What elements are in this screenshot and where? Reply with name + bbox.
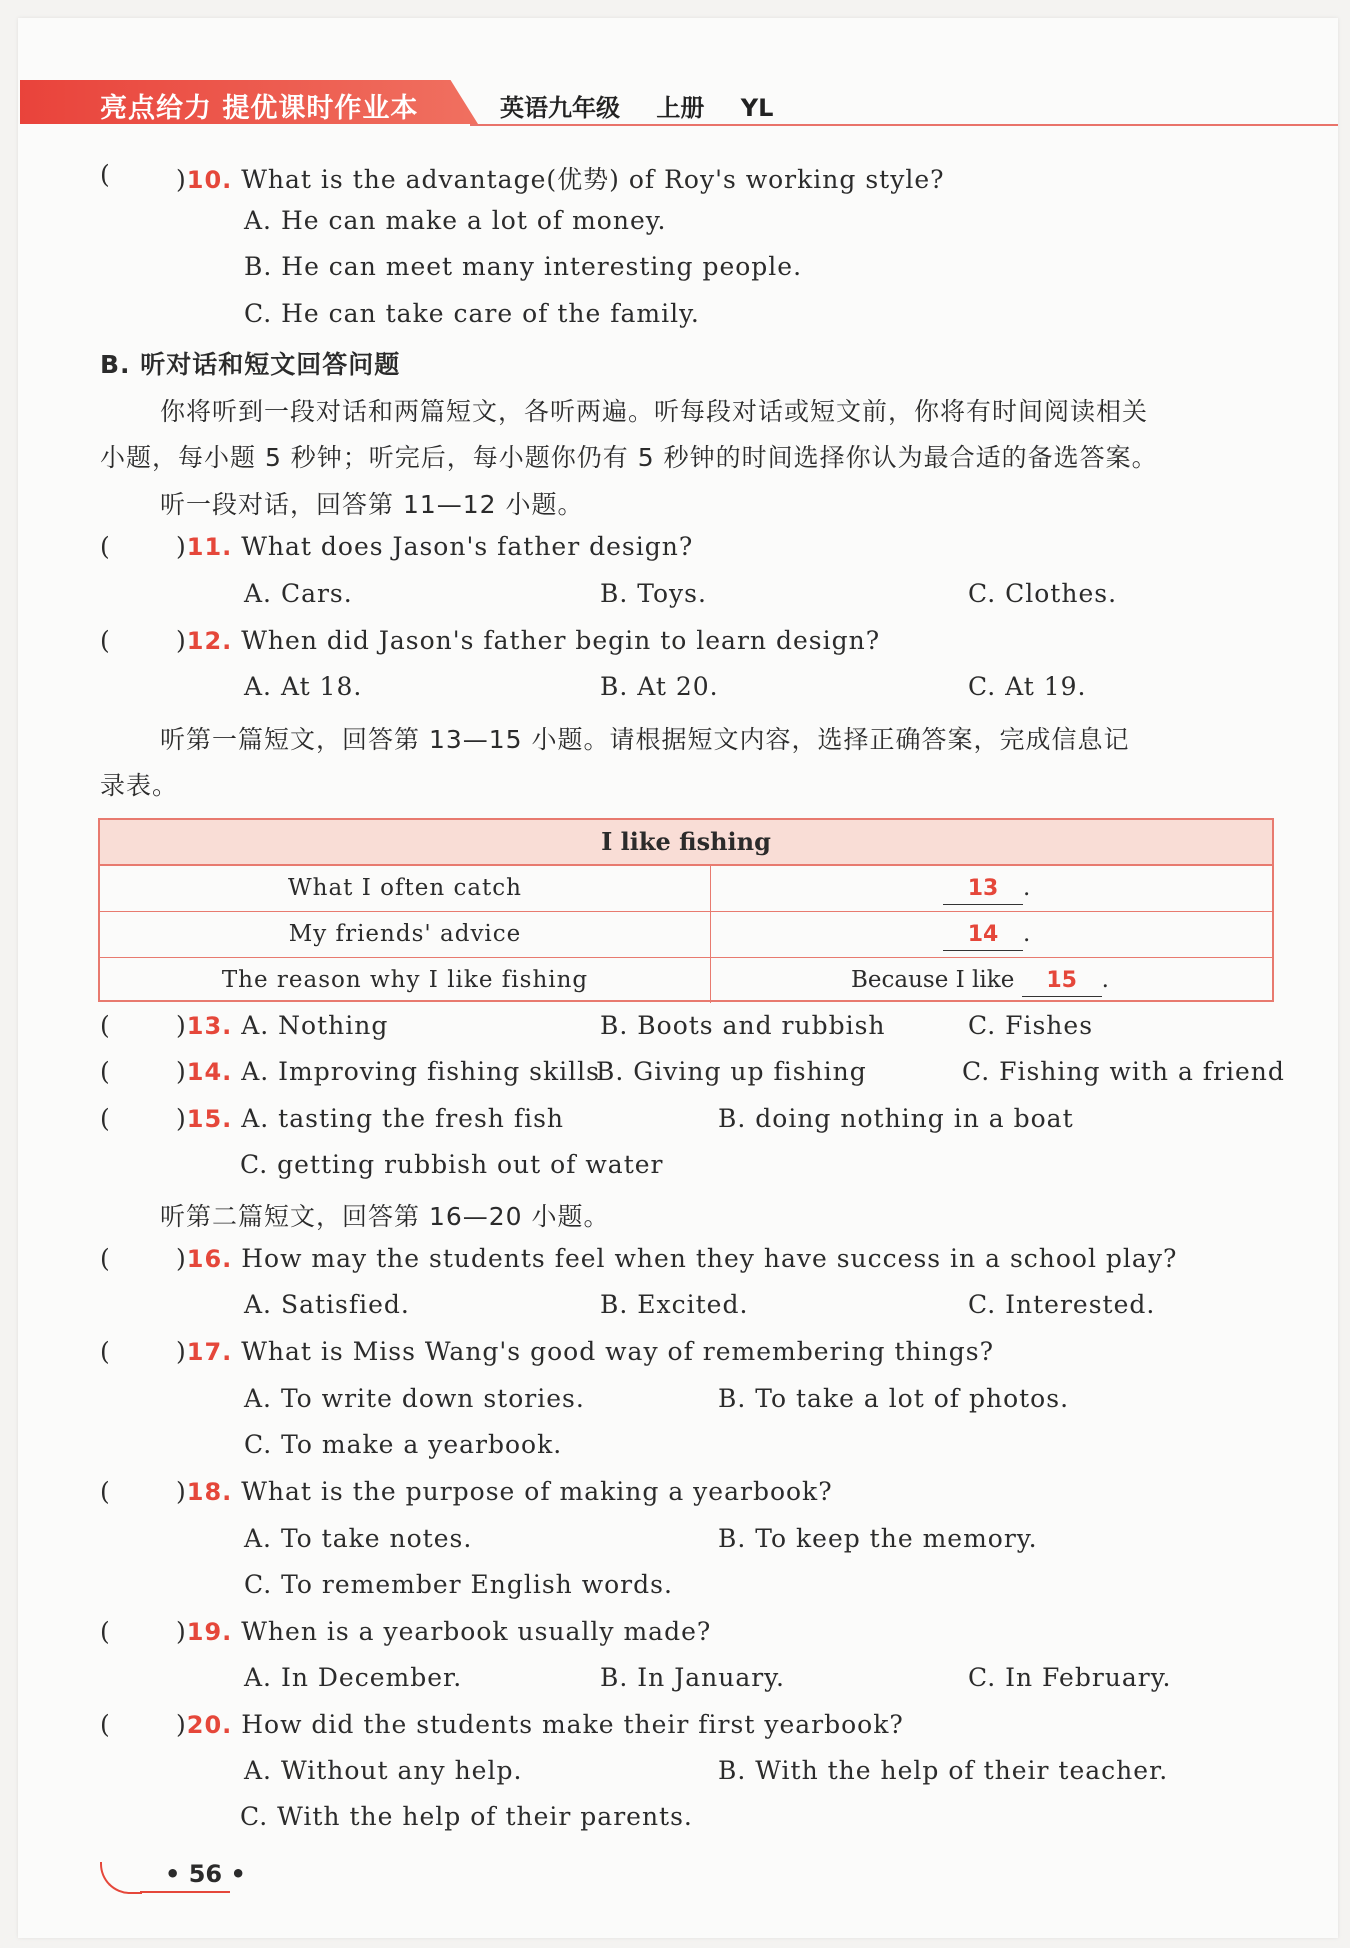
option-20-b[interactable]: B. With the help of their teacher.: [718, 1756, 1169, 1785]
passage2-instruction: 听第二篇短文，回答第 16—20 小题。: [160, 1202, 610, 1231]
table-row: [100, 912, 1272, 958]
option-19-b[interactable]: B. In January.: [600, 1663, 785, 1692]
question-number: 19.: [186, 1618, 233, 1646]
question-text: How did the students make their first yearbook?: [241, 1710, 904, 1739]
option-10-c[interactable]: C. He can take care of the family.: [244, 299, 700, 328]
blank-15[interactable]: 15: [1022, 966, 1102, 997]
question-number: 15.: [186, 1105, 233, 1133]
option-10-a[interactable]: A. He can make a lot of money.: [244, 206, 667, 235]
answer-bracket-17[interactable]: (: [100, 1337, 110, 1366]
table-row-label: What I often catch: [100, 866, 711, 911]
option-11-a[interactable]: A. Cars.: [244, 579, 353, 608]
option-18-c[interactable]: C. To remember English words.: [244, 1570, 673, 1599]
option-16-b[interactable]: B. Excited.: [600, 1290, 749, 1319]
question-10: )10. What is the advantage(优势) of Roy's working style?: [176, 165, 945, 194]
option-14-c[interactable]: C. Fishing with a friend: [962, 1057, 1285, 1086]
question-text: What is Miss Wang's good way of remembering things?: [241, 1337, 994, 1366]
answer-bracket-15[interactable]: (: [100, 1104, 110, 1133]
option-14-b[interactable]: B. Giving up fishing: [596, 1057, 867, 1086]
question-number: 13.: [186, 1012, 233, 1040]
section-title: B. 听对话和短文回答问题: [100, 350, 401, 379]
blank-14[interactable]: 14: [943, 920, 1023, 951]
question-18: )18. What is the purpose of making a yearbook?: [176, 1477, 833, 1506]
option-17-b[interactable]: B. To take a lot of photos.: [718, 1384, 1070, 1413]
question-16: )16. How may the students feel when they have success in a school play?: [176, 1244, 1178, 1273]
option-15-a[interactable]: A. tasting the fresh fish: [241, 1104, 565, 1133]
option-16-a[interactable]: A. Satisfied.: [244, 1290, 410, 1319]
option-12-a[interactable]: A. At 18.: [244, 672, 363, 701]
table-row-answer: [711, 958, 1272, 1003]
option-11-c[interactable]: C. Clothes.: [968, 579, 1118, 608]
table-row: [100, 866, 1272, 912]
answer-bracket-16[interactable]: (: [100, 1244, 110, 1273]
option-18-b[interactable]: B. To keep the memory.: [718, 1524, 1038, 1553]
table-row-label: The reason why I like fishing: [100, 958, 711, 1003]
answer-bracket-11[interactable]: (: [100, 532, 110, 561]
option-16-c[interactable]: C. Interested.: [968, 1290, 1156, 1319]
option-13-c[interactable]: C. Fishes: [968, 1011, 1094, 1040]
table-row-label: My friends' advice: [100, 912, 711, 957]
question-number: 10.: [186, 166, 233, 194]
option-15-b[interactable]: B. doing nothing in a boat: [718, 1104, 1074, 1133]
question-20: )20. How did the students make their first yearbook?: [176, 1710, 904, 1739]
question-text: How may the students feel when they have success in a school play?: [241, 1244, 1178, 1273]
option-19-c[interactable]: C. In February.: [968, 1663, 1172, 1692]
question-number: 20.: [186, 1711, 233, 1739]
question-11: )11. What does Jason's father design?: [176, 532, 694, 561]
answer-bracket-10[interactable]: (: [100, 160, 110, 189]
option-13-a[interactable]: A. Nothing: [241, 1011, 389, 1040]
option-20-c[interactable]: C. With the help of their parents.: [240, 1802, 693, 1831]
header-meta: [500, 88, 801, 123]
answer-bracket-13[interactable]: (: [100, 1011, 110, 1040]
question-number: 14.: [186, 1058, 233, 1086]
option-13-b[interactable]: B. Boots and rubbish: [600, 1011, 886, 1040]
header-subject: 英语九年级: [500, 94, 620, 122]
page-number: • 56 •: [165, 1860, 246, 1888]
question-text: What does Jason's father design?: [241, 532, 694, 561]
header-brand: 亮点给力 提优课时作业本: [100, 93, 419, 124]
row-suffix: .: [1101, 967, 1109, 993]
answer-bracket-14[interactable]: (: [100, 1057, 110, 1086]
option-14-a[interactable]: A. Improving fishing skills: [241, 1057, 600, 1086]
table-row-answer: [711, 866, 1272, 911]
question-17: )17. What is Miss Wang's good way of remembering things?: [176, 1337, 994, 1366]
question-number: 18.: [186, 1478, 233, 1506]
page-number-rule: [140, 1891, 230, 1893]
question-number: 12.: [186, 627, 233, 655]
passage1-instruction-1: 听第一篇短文，回答第 13—15 小题。请根据短文内容，选择正确答案，完成信息记: [160, 725, 1130, 754]
option-11-b[interactable]: B. Toys.: [600, 579, 707, 608]
question-text: When is a yearbook usually made?: [241, 1617, 712, 1646]
row-suffix: .: [1023, 921, 1031, 947]
option-10-b[interactable]: B. He can meet many interesting people.: [244, 252, 803, 281]
header-volume: 上册: [656, 94, 705, 122]
dialog-instruction: 听一段对话，回答第 11—12 小题。: [160, 490, 584, 519]
question-number: 11.: [186, 533, 233, 561]
answer-bracket-19[interactable]: (: [100, 1617, 110, 1646]
question-19: )19. When is a yearbook usually made?: [176, 1617, 712, 1646]
question-15: )15. A. tasting the fresh fish: [176, 1104, 565, 1133]
passage1-instruction-2: 录表。: [100, 771, 179, 800]
answer-bracket-20[interactable]: (: [100, 1710, 110, 1739]
option-12-b[interactable]: B. At 20.: [600, 672, 719, 701]
header-rule: [470, 124, 1338, 126]
option-12-c[interactable]: C. At 19.: [968, 672, 1087, 701]
table-title: I like fishing: [100, 820, 1272, 866]
question-text: What is the purpose of making a yearbook?: [241, 1477, 833, 1506]
option-18-a[interactable]: A. To take notes.: [244, 1524, 473, 1553]
row-prefix: Because I like: [851, 967, 1015, 993]
question-12: )12. When did Jason's father begin to learn design?: [176, 626, 881, 655]
option-17-a[interactable]: A. To write down stories.: [244, 1384, 585, 1413]
question-text: What is the advantage(优势) of Roy's working style?: [241, 165, 945, 194]
option-15-c[interactable]: C. getting rubbish out of water: [240, 1150, 664, 1179]
blank-13[interactable]: 13: [943, 874, 1023, 905]
option-17-c[interactable]: C. To make a yearbook.: [244, 1430, 563, 1459]
question-number: 17.: [186, 1338, 233, 1366]
question-text: When did Jason's father begin to learn design?: [241, 626, 881, 655]
table-row-answer: [711, 912, 1272, 957]
header-edition: YL: [740, 94, 774, 122]
option-20-a[interactable]: A. Without any help.: [244, 1756, 523, 1785]
instructions-line-1: 你将听到一段对话和两篇短文，各听两遍。听每段对话或短文前，你将有时间阅读相关: [160, 397, 1149, 426]
row-suffix: .: [1023, 875, 1031, 901]
instructions-line-2: 小题，每小题 5 秒钟；听完后，每小题你仍有 5 秒钟的时间选择你认为最合适的备选答案。: [100, 443, 1158, 472]
table-row: [100, 958, 1272, 1003]
answer-bracket-18[interactable]: (: [100, 1477, 110, 1506]
answer-bracket-12[interactable]: (: [100, 626, 110, 655]
info-table: [98, 818, 1274, 1002]
option-19-a[interactable]: A. In December.: [244, 1663, 463, 1692]
question-number: 16.: [186, 1245, 233, 1273]
question-14: )14. A. Improving fishing skills: [176, 1057, 600, 1086]
question-13: )13. A. Nothing: [176, 1011, 389, 1040]
